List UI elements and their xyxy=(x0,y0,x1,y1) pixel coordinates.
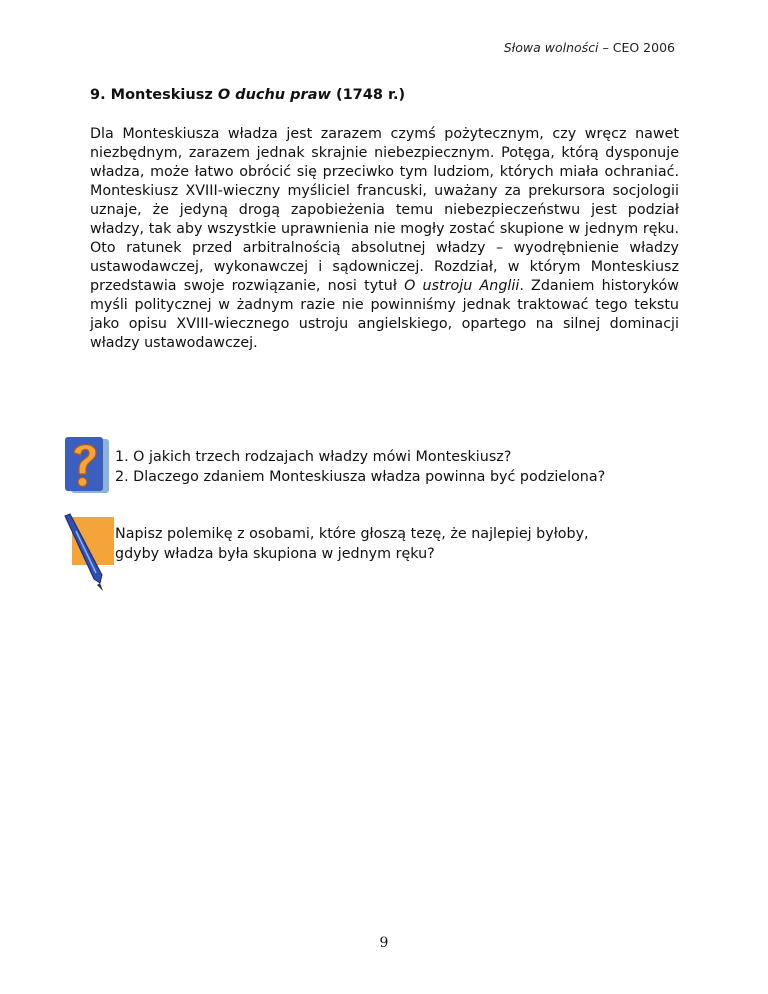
section-year: (1748 r.) xyxy=(330,87,406,103)
body-text-part1: Dla Monteskiusza władza jest zarazem czymś pożytecznym, czy wręcz nawet niezbędnym, zarazem jednak skrajnie niebezpiecznym. Potęga, którą dysponuje władza, może łatwo obrócić się przeciwko tym ludziom, których miała ochraniać. Monteskiusz XVIII-wieczny myśliciel francuski, uważany za prekursora socjologii uznaje, że jedyną drogą zapobieżenia temu niebezpieczeństwu jest podział władzy, tak aby wszystkie uprawnienia nie mogły zostać skupione w jednym ręku. Oto ratunek przed arbitralnością absolutnej władzy – wyodrębnienie władzy ustawodawczej, wykonawczej i sądowniczej. Rozdział, w którym Monteskiusz przedstawia swoje rozwiązanie, nosi tytuł xyxy=(90,126,679,294)
question-1: 1. O jakich trzech rodzajach władzy mówi Monteskiusz? xyxy=(115,449,512,465)
section-work-title: O duchu praw xyxy=(217,87,331,103)
writing-task-line-2: gdyby władza była skupiona w jednym ręku? xyxy=(115,545,435,562)
writing-task-line-1: Napisz polemikę z osobami, które głoszą tezę, że najlepiej byłoby, xyxy=(115,526,589,542)
running-header xyxy=(504,40,675,55)
pen-nib-icon xyxy=(62,513,114,593)
questions-block xyxy=(115,448,695,487)
question-2: 2. Dlaczego zdaniem Monteskiusza władza powinna być podzielona? xyxy=(115,468,606,485)
question-mark-icon xyxy=(63,437,111,495)
body-text-italic-title: O ustroju Anglii xyxy=(404,278,520,294)
header-source-title: Słowa wolności xyxy=(503,40,599,55)
writing-task xyxy=(115,525,695,564)
body-text-part2: . Zdaniem historyków myśli politycznej w żadnym razie nie powinniśmy jednak traktować tego tekstu jako opisu XVIII-wiecznego ustroju angielskiego, opartego na silnej dominacji władzy ustawodawczej. xyxy=(90,278,680,351)
section-number: 9. Monteskiusz xyxy=(90,87,218,103)
section-title xyxy=(90,87,690,103)
body-paragraph xyxy=(90,125,679,353)
page-number: 9 xyxy=(379,935,389,951)
header-source-rest: – CEO 2006 xyxy=(598,40,675,55)
